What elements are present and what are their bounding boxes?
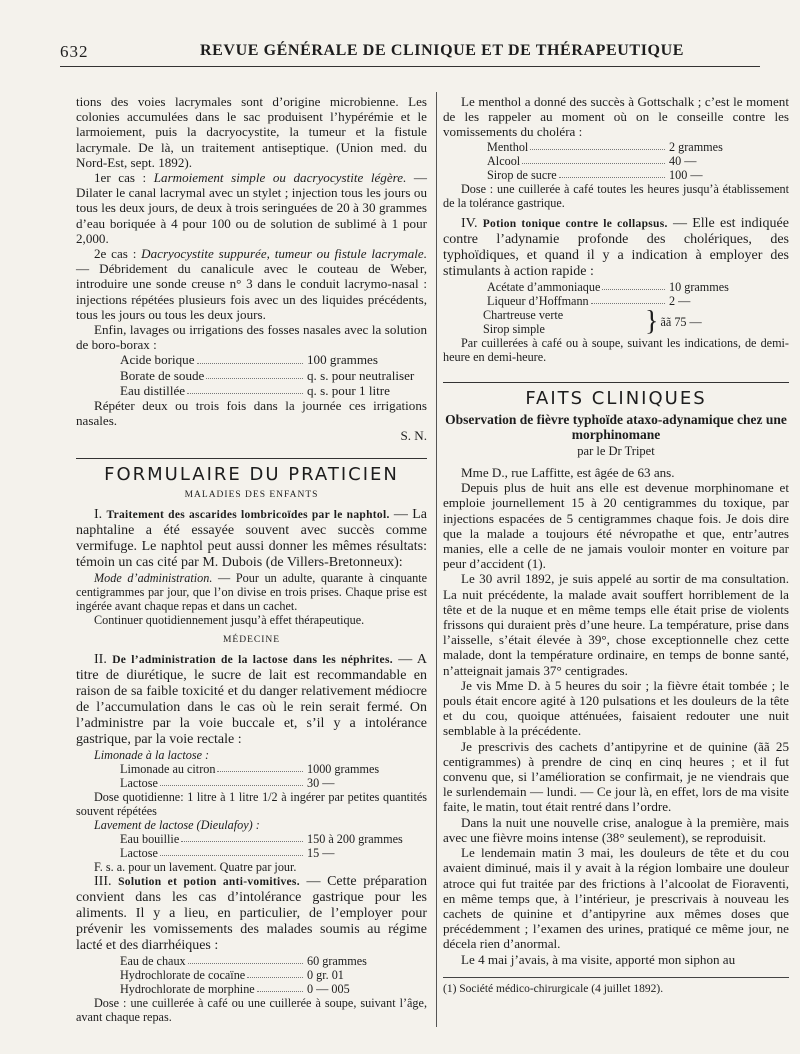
prescription-boro-borax (76, 352, 427, 398)
rx-brace-item: Chartreuse verte (483, 307, 564, 322)
paragraph: Mode d’administration. — Pour un adulte, quarante à cinquante centigrammes par jour, que l’on divise en trois prises. Chaque prise est ingérée avant chaque repas et dans un cachet. (76, 571, 427, 614)
prescription-antivomitive (76, 954, 427, 996)
prescription-tonique (443, 280, 789, 336)
rx-brace-group (483, 305, 789, 337)
paragraph: Depuis plus de huit ans elle est devenue morphinomane et emploie journellement 15 à 20 centigrammes du toxique, par injections espacées de 5 centigrammes chaque fois. Je dois dire que la malade a toujours été névropathe et que, entr’autres manies, elle a celle de ne jamais vouloir monter en voiture par peur d’accident (1). (443, 480, 789, 572)
paragraph: Répéter deux ou trois fois dans la journée ces irrigations nasales. (76, 398, 427, 429)
case-label: 2e cas : (94, 246, 142, 262)
item-I: I. Traitement des ascarides lombricoïdes par le naphtol. — La naphtaline a été essayée souvent avec succès comme vermifuge. Le naphtol peut aussi donner les mêmes résultats: témoin un cas cité par M. Dubois (de Villers-Bretonneux): (76, 507, 427, 571)
rx-line: Liqueur d’Hoffmann 2 — (487, 293, 691, 308)
paragraph (76, 170, 427, 246)
column-divider (436, 92, 437, 1027)
paragraph: Le 4 mai j’avais, à ma visite, apporté mon siphon au (461, 951, 736, 967)
prescription-limonade (76, 762, 427, 790)
paragraph: Je vis Mme D. à 5 heures du soir ; la fièvre était tombée ; le pouls était encore agité à 120 pulsations et les douleurs de la tête et du cou, quoique atténuées, faisaient redouter une nuit semblable à la précédente. (443, 677, 789, 739)
rx-line: Acétate d’ammoniaque 10 grammes (487, 279, 729, 294)
paragraph: Enfin, lavages ou irrigations des fosses nasales avec la solution de boro-borax : (76, 322, 427, 353)
paragraph: Le lendemain matin 3 mai, les douleurs de tête et du cou avaient diminué, mais il y avait à la région lombaire une douleur atroce qui fut traitée par des frictions à l’alcoolat de Fioraventi, en même temps que, à l’intérieur, je prescrivais à nouveau les cachets de quinine et d’antipyrine aux mêmes doses que précédemment ; l’examen des urines, pratiqué ce même jour, ne décela rien d’anormal. (443, 845, 789, 952)
rx-line: Hydrochlorate de morphine 0 — 005 (120, 982, 350, 997)
rx-line: Hydrochlorate de cocaïne 0 gr. 01 (120, 968, 344, 983)
case-label: 1er cas : (94, 170, 154, 186)
paragraph: Continuer quotidiennement jusqu’à effet thérapeutique. (94, 613, 365, 628)
observation-author: par le Dr Tripet (577, 443, 655, 458)
page-header (60, 38, 760, 67)
paragraph: Mme D., rue Laffitte, est âgée de 63 ans. (461, 465, 675, 481)
rx-brace-item: Sirop simple (483, 321, 545, 336)
paragraph: Dans la nuit une nouvelle crise, analogue à la première, mais avec une fièvre moins intense (38° seulement), se reproduisit. (443, 814, 789, 845)
prescription-lavement (76, 832, 427, 860)
item-IV: IV. Potion tonique contre le collapsus. — Elle est indiquée contre l’adynamie profonde des cholériques, des typhoïdiques, et quand il y a indication à employer des stimulants à action rapide : (443, 215, 789, 279)
footnote: (1) Société médico-chirurgicale (4 juillet 1892). (443, 977, 789, 997)
case-title: Dacryocystite suppurée, tumeur ou fistule lacrymale. (141, 246, 427, 262)
paragraph: Par cuillerées à café ou à soupe, suivant les indications, de demi-heure en demi-heure. (443, 335, 789, 364)
rx-line: Borate de soude q. s. pour neutraliser (120, 367, 415, 383)
running-title: REVUE GÉNÉRALE DE CLINIQUE ET DE THÉRAPEUTIQUE (200, 42, 684, 59)
formula-title: Limonade à la lactose : (94, 748, 210, 763)
page-number: 632 (60, 42, 89, 61)
paragraph (76, 246, 427, 322)
rx-line: Sirop de sucre 100 — (487, 167, 703, 182)
signature: S. N. (400, 428, 427, 444)
rx-line: Lactose 30 — (120, 776, 335, 791)
left-column (76, 94, 427, 1024)
case-text: — Dilater le canal lacrymal avec un stylet ; injection tous les jours ou tous les deux jours, de deux à trois seringuées de 20 à 30 grammes d’eau boriquée à 4 pour 100 ou de solution de sublimé à 1 pour 2,000. (76, 170, 428, 246)
case-title: Larmoiement simple ou dacryocystite légère. (153, 170, 407, 186)
item-III: III. Solution et potion anti-vomitives. — Cette préparation convient dans les cas d’intolérance gastrique pour les aliments. Il y a lieu, en particulier, de l’employer pour prévenir les vomissements des malades soumis au régime lacté et des diarrhéiques : (76, 874, 427, 954)
item-II: II. De l’administration de la lactose dans les néphrites. — A titre de diurétique, le sucre de lait est recommandable en raison de sa faible toxicité et du danger relativement médiocre de l’accumulation dans le cas où le rein serait fermé. On l’administre par la voie buccale et, s’il y a intolérance gastrique, par la voie rectale : (76, 652, 428, 748)
case-text: — Débridement du canalicule avec le couteau de Weber, introduire une sonde creuse n° 3 dans le conduit lacrymo-nasal : injections répétées plusieurs fois avec un des liquides précédents, tous les jours ou tous les deux jours. (76, 261, 427, 322)
rx-line: Alcool 40 — (487, 153, 697, 168)
paragraph: Dose : une cuillerée à café toutes les heures jusqu’à établissement de la tolérance gastrique. (443, 181, 789, 210)
paragraph: Dose : une cuillerée à café ou une cuillerée à soupe, suivant l’âge, avant chaque repas. (76, 996, 427, 1025)
rx-brace-qty: ãã 75 — (660, 314, 702, 329)
rx-line: Menthol 2 grammes (487, 139, 723, 154)
paragraph: Je prescrivis des cachets d’antipyrine et de quinine (ãã 25 centigrammes) à prendre de cinq en cinq heures ; et il fut convenu que, si l’amélioration se confirmait, je ne viendrais que le surlendemain — lundi. — Ce jour là, en effet, lors de ma visite faite, le matin, tout était rentré dans l’ordre. (443, 738, 789, 815)
rx-line: Eau bouillie 150 à 200 grammes (120, 832, 403, 847)
rx-line: Eau de chaux 60 grammes (120, 954, 367, 969)
section-title-formulaire: FORMULAIRE DU PRATICIEN (76, 458, 427, 482)
rx-line: Eau distillée q. s. pour 1 litre (120, 382, 390, 398)
rx-line: Limonade au citron 1000 grammes (120, 762, 380, 777)
signoff (76, 428, 427, 443)
paragraph: Le 30 avril 1892, je suis appelé au sortir de ma consultation. La nuit précédente, la malade avait souffert horriblement de la tête et de la nuque et en même temps elle était prise de violents frissons qui duraient près d’une heure. La température, prise dans l’aisselle, s’était élevée à 39°, chose exceptionnelle chez cette malade, dont la température ordinaire, en temps de bonne santé, n’atteignait jamais 37° centigrades. (443, 571, 789, 678)
paragraph: Dose quotidienne: 1 litre à 1 litre 1/2 à ingérer par petites quantités souvent répétées (76, 790, 427, 819)
brace-glyph: } (645, 305, 659, 337)
formula-title: Lavement de lactose (Dieulafoy) : (94, 818, 260, 833)
paragraph: tions des voies lacrymales sont d’origine microbienne. Les colonies accumulées dans le sac produisent l’hypérémie et le larmoiement, puis la dacryocystite, la tumeur et la fistule lacrymale. De là, un traitement antiseptique. (Union med. du Nord-Est, sept. 1892). (76, 94, 427, 170)
prescription-menthol (443, 140, 789, 182)
subheading-enfants: MALADIES DES ENFANTS (184, 489, 319, 500)
rx-line: Lactose 15 — (120, 846, 335, 861)
section-title-faits: FAITS CLINIQUES (443, 382, 789, 406)
rx-line: Acide borique 100 grammes (120, 352, 378, 368)
subheading-medecine: MÉDECINE (222, 635, 281, 646)
right-column (443, 94, 789, 997)
paragraph: F. s. a. pour un lavement. Quatre par jour. (94, 860, 297, 875)
paragraph: Le menthol a donné des succès à Gottschalk ; c’est le moment de les rappeler au moment où on le conseille contre les vomissements du choléra : (443, 94, 789, 140)
observation-title: Observation de fièvre typhoïde ataxo-adynamique chez une morphinomane (445, 411, 787, 442)
